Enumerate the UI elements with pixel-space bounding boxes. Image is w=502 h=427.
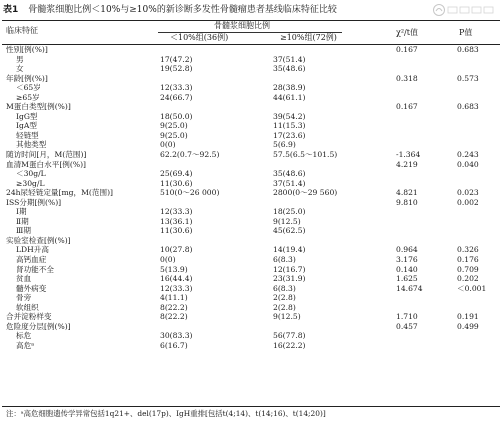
table-row — [0, 265, 502, 275]
cell-p-value: 0.326 — [457, 245, 479, 255]
cell-p-value: 0.683 — [457, 45, 479, 54]
row-label: 高危ᵃ — [16, 340, 35, 350]
table-row — [0, 74, 502, 84]
table-row — [0, 284, 502, 294]
cell-high-group: 56(77.8) — [273, 331, 306, 341]
row-label: 随访时间[月，M(范围)] — [6, 150, 87, 160]
table-title — [3, 2, 337, 18]
table-body — [0, 45, 502, 351]
row-label: 合并淀粉样变 — [6, 312, 52, 322]
table-row — [0, 140, 502, 150]
cell-high-group: 6(8.3) — [273, 255, 296, 265]
cell-statistic: 9.810 — [396, 197, 418, 207]
cell-low-group: 9(25.0) — [160, 121, 188, 131]
table-row — [0, 93, 502, 103]
cell-p-value: 0.573 — [457, 73, 479, 83]
cell-high-group: 2800(0～29 560) — [273, 188, 338, 198]
row-label: 高钙血症 — [16, 255, 47, 265]
row-label: M蛋白类型[例(%)] — [6, 102, 71, 112]
cell-high-group: 2(2.8) — [273, 302, 296, 312]
row-label: 髓外病变 — [16, 283, 47, 293]
cell-low-group: 30(83.3) — [160, 331, 193, 341]
cell-low-group: 11(30.6) — [160, 178, 193, 188]
cell-low-group: 510(0～26 000) — [160, 188, 220, 198]
cell-statistic: 4.821 — [396, 188, 418, 198]
header-feature: 临床特征 — [6, 26, 38, 35]
cell-statistic: 0.140 — [396, 264, 418, 274]
header-group: 骨髓浆细胞比例 — [214, 21, 270, 30]
header-col1: ＜10%组(36例) — [170, 33, 229, 42]
cell-low-group: 12(33.3) — [160, 207, 193, 217]
table-row — [0, 179, 502, 189]
cell-p-value: 0.243 — [457, 150, 479, 160]
cell-high-group: 18(25.0) — [273, 207, 306, 217]
cell-p-value: 0.191 — [457, 312, 479, 322]
row-label: Ⅱ期 — [16, 216, 29, 226]
cell-low-group: 25(69.4) — [160, 169, 193, 179]
cell-statistic: -1.364 — [396, 150, 421, 160]
cell-statistic: 4.219 — [396, 159, 418, 169]
table-row — [0, 255, 502, 265]
table-row — [0, 312, 502, 322]
cell-p-value: 0.002 — [457, 197, 479, 207]
table-row — [0, 217, 502, 227]
cell-high-group: 23(31.9) — [273, 274, 306, 284]
cell-high-group: 5(6.9) — [273, 140, 296, 150]
cell-low-group: 24(66.7) — [160, 92, 193, 102]
table-row — [0, 169, 502, 179]
table-row — [0, 293, 502, 303]
cell-statistic: 0.457 — [396, 321, 418, 331]
table-row — [0, 121, 502, 131]
cell-high-group: 37(51.4) — [273, 54, 306, 64]
row-label: 24h尿轻链定量[mg，M(范围)] — [6, 188, 113, 198]
table-row — [0, 236, 502, 246]
table-row — [0, 226, 502, 236]
row-label: 年龄[例(%)] — [6, 73, 48, 83]
cell-p-value: 0.202 — [457, 274, 479, 284]
cell-high-group: 57.5(6.5～101.5) — [273, 150, 338, 160]
table-row — [0, 322, 502, 332]
row-label: Ⅲ期 — [16, 226, 31, 236]
cell-low-group: 10(27.8) — [160, 245, 193, 255]
cell-high-group: 17(23.6) — [273, 130, 306, 140]
cell-low-group: 5(13.9) — [160, 264, 188, 274]
row-label: 贫血 — [16, 274, 32, 284]
table-row — [0, 274, 502, 284]
cell-p-value: 0.499 — [457, 321, 479, 331]
cell-statistic: 0.167 — [396, 45, 418, 54]
row-label: 男 — [16, 54, 24, 64]
cell-high-group: 9(12.5) — [273, 216, 301, 226]
row-label: 血清M蛋白水平[例(%)] — [6, 159, 86, 169]
cell-p-value: 0.176 — [457, 255, 479, 265]
cell-p-value: 0.683 — [457, 102, 479, 112]
cell-low-group: 17(47.2) — [160, 54, 193, 64]
cell-high-group: 2(2.8) — [273, 293, 296, 303]
table-row — [0, 207, 502, 217]
cell-low-group: 12(33.3) — [160, 283, 193, 293]
cell-statistic: 1.625 — [396, 274, 418, 284]
table-row — [0, 160, 502, 170]
row-label: 危险度分层[例(%)] — [6, 321, 71, 331]
cell-low-group: 13(36.1) — [160, 216, 193, 226]
cell-low-group: 62.2(0.7～92.5) — [160, 150, 220, 160]
row-label: IgA型 — [16, 121, 37, 131]
cell-high-group: 28(38.9) — [273, 83, 306, 93]
row-label: 女 — [16, 64, 24, 74]
table-row — [0, 188, 502, 198]
cell-statistic: 0.318 — [396, 73, 418, 83]
header-chi: χ²/t值 — [396, 28, 418, 37]
cell-low-group: 16(44.4) — [160, 274, 193, 284]
row-label: ＜30g/L — [16, 169, 46, 179]
cell-low-group: 8(22.2) — [160, 302, 188, 312]
cell-statistic: 0.964 — [396, 245, 418, 255]
cell-low-group: 9(25.0) — [160, 130, 188, 140]
header-p: P值 — [459, 28, 473, 37]
row-label: 性别[例(%)] — [6, 45, 48, 54]
cell-high-group: 44(61.1) — [273, 92, 306, 102]
cell-low-group: 4(11.1) — [160, 293, 188, 303]
cell-p-value: 0.709 — [457, 264, 479, 274]
row-label: ISS分期[例(%)] — [6, 197, 62, 207]
cell-low-group: 12(33.3) — [160, 83, 193, 93]
cell-high-group: 39(54.2) — [273, 111, 306, 121]
cell-statistic: 1.710 — [396, 312, 418, 322]
cell-low-group: 11(30.6) — [160, 226, 193, 236]
row-label: Ⅰ期 — [16, 207, 27, 217]
cell-low-group: 6(16.7) — [160, 340, 188, 350]
row-label: LDH升高 — [16, 245, 49, 255]
row-label: 其他类型 — [16, 140, 47, 150]
row-label: 软组织 — [16, 302, 39, 312]
cell-high-group: 9(12.5) — [273, 312, 301, 322]
table-row — [0, 198, 502, 208]
table-row — [0, 45, 502, 55]
cell-high-group: 6(8.3) — [273, 283, 296, 293]
row-label: 轻链型 — [16, 130, 39, 140]
table-row — [0, 245, 502, 255]
header-col2: ≥10%组(72例) — [280, 33, 337, 42]
cell-statistic: 14.674 — [396, 283, 423, 293]
row-label: 实验室检查[例(%)] — [6, 235, 71, 245]
table-row — [0, 341, 502, 351]
row-label: IgG型 — [16, 111, 38, 121]
bottom-rule — [2, 406, 500, 407]
row-label: 标危 — [16, 331, 32, 341]
row-label: 骨旁 — [16, 293, 32, 303]
row-label: ≥30g/L — [16, 178, 45, 188]
table-row — [0, 331, 502, 341]
cell-high-group: 35(48.6) — [273, 169, 306, 179]
table-caption: 骨髓浆细胞比例＜10%与≥10%的新诊断多发性骨髓瘤患者基线临床特征比较 — [28, 5, 337, 15]
table-row — [0, 64, 502, 74]
table-row — [0, 131, 502, 141]
cell-low-group: 18(50.0) — [160, 111, 193, 121]
cell-p-value: 0.023 — [457, 188, 479, 198]
cell-p-value: ＜0.001 — [457, 283, 487, 293]
cell-high-group: 14(19.4) — [273, 245, 306, 255]
table-row — [0, 83, 502, 93]
cell-low-group: 0(0) — [160, 140, 176, 150]
cell-statistic: 3.176 — [396, 255, 418, 265]
table-footnote: 注：ᵃ高危细胞遗传学异常包括1q21+、del(17p)、IgH重排[包括t(4;14)、t(14;16)、t(14;20)] — [6, 409, 326, 418]
cell-high-group: 12(16.7) — [273, 264, 306, 274]
row-label: ＜65岁 — [16, 83, 41, 93]
cell-high-group: 11(15.3) — [273, 121, 306, 131]
cell-low-group: 0(0) — [160, 255, 176, 265]
table-row — [0, 112, 502, 122]
cell-high-group: 16(22.2) — [273, 340, 306, 350]
row-label: ≥65岁 — [16, 92, 40, 102]
table-row — [0, 303, 502, 313]
cell-statistic: 0.167 — [396, 102, 418, 112]
cell-high-group: 37(51.4) — [273, 178, 306, 188]
cell-low-group: 8(22.2) — [160, 312, 188, 322]
table-row — [0, 102, 502, 112]
row-label: 肾功能不全 — [16, 264, 54, 274]
table-row — [0, 55, 502, 65]
cell-high-group: 35(48.6) — [273, 64, 306, 74]
table-row — [0, 150, 502, 160]
cell-low-group: 19(52.8) — [160, 64, 193, 74]
publisher-logo-icon — [432, 3, 494, 17]
table-number: 表1 — [3, 5, 19, 15]
cell-p-value: 0.040 — [457, 159, 479, 169]
cell-high-group: 45(62.5) — [273, 226, 306, 236]
